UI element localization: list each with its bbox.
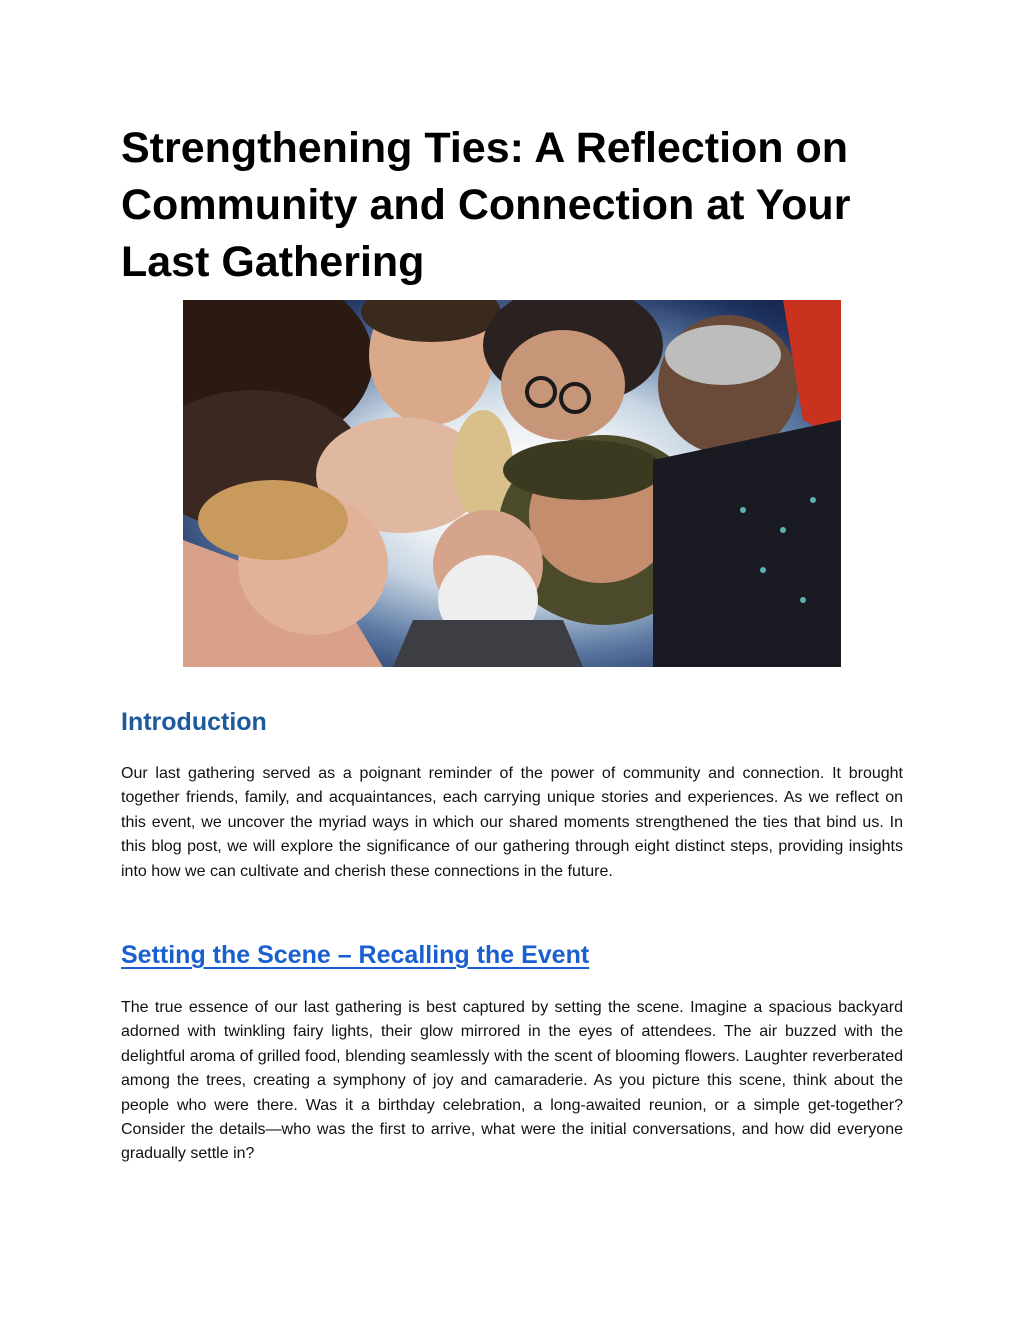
group-of-smiling-people-photo-icon (183, 300, 841, 667)
hero-image (183, 300, 841, 667)
setting-the-scene-link[interactable]: Setting the Scene – Recalling the Event (121, 941, 590, 969)
page-title: Strengthening Ties: A Reflection on Community and Connection at Your Last Gathering (121, 124, 851, 286)
section-heading-setting-the-scene (121, 938, 589, 972)
paragraph-setting-the-scene: The true essence of our last gathering is best captured by setting the scene. Imagine a spacious backyard adorned with twinkling fairy lights, their glow mirrored in the eyes of attendees. The air buzzed with the delightful aroma of grilled food, blending seamlessly with the scent of blooming flowers. Laughter reverberated among the trees, creating a symphony of joy and camaraderie. As you picture this scene, think about the people who were there. Was it a birthday celebration, a long-awaited reunion, or a simple get-together? Consider the details—who was the first to arrive, what were the initial conversations, and how did everyone gradually settle in? (121, 999, 903, 1163)
section-heading-introduction: Introduction (121, 708, 267, 736)
paragraph-introduction: Our last gathering served as a poignant reminder of the power of community and connection. It brought together friends, family, and acquaintances, each carrying unique stories and experiences. As we reflect on this event, we uncover the myriad ways in which our shared moments strengthened the ties that bind us. In this blog post, we will explore the significance of our gathering through eight distinct steps, providing insights into how we can cultivate and cherish these connections in the future. (121, 765, 903, 880)
